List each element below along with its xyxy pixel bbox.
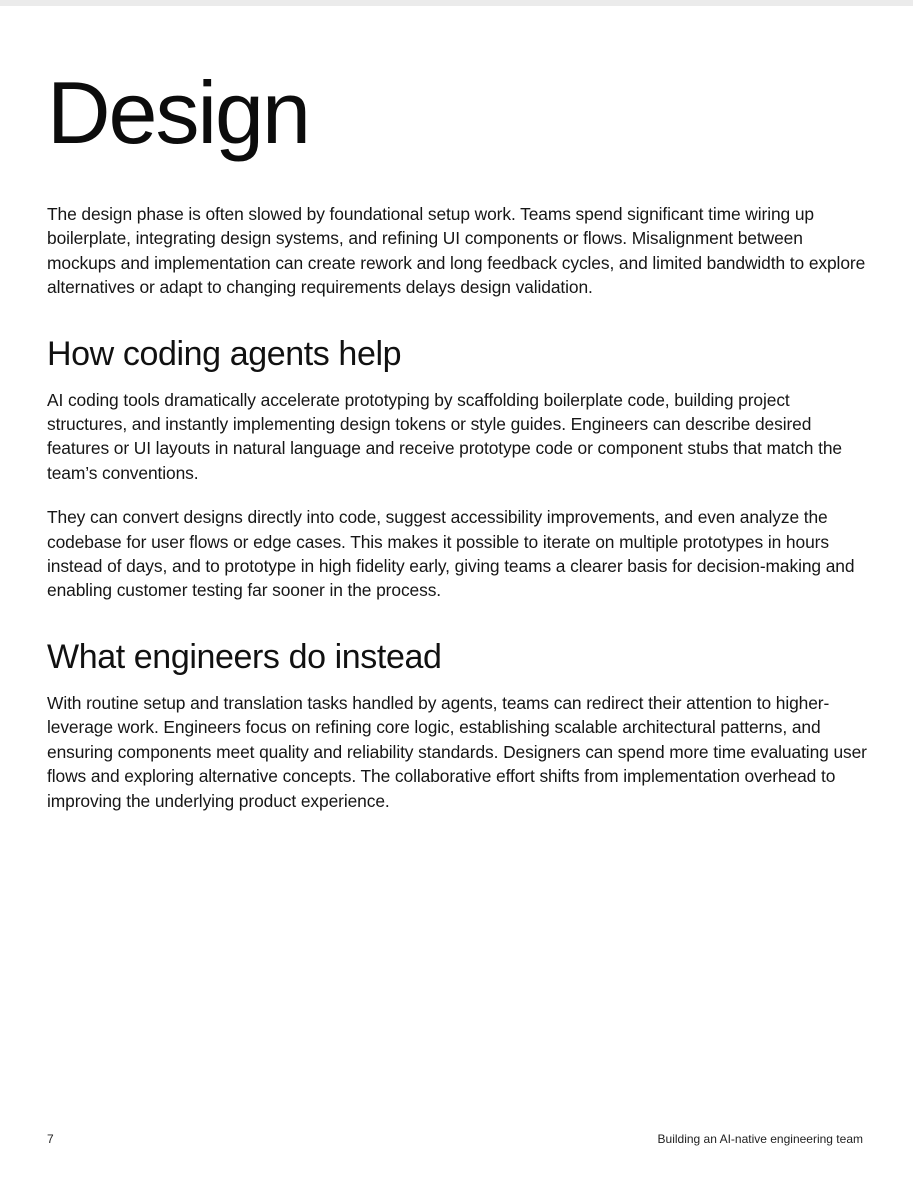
body-paragraph: With routine setup and translation tasks handled by agents, teams can redirect their attention to higher-leverage work. Engineers focus on refining core logic, establishing scalable architectural patterns, and ensuring components meet quality and reliability standards. Designers can spend more time evaluating user flows and exploring alternative concepts. The collaborative effort shifts from implementation overhead to improving the underlying product experience.: [47, 692, 867, 811]
footer-document-title: Building an AI-native engineering team: [657, 1132, 863, 1146]
intro-paragraph: The design phase is often slowed by foundational setup work. Teams spend significant time wiring up boilerplate, integrating design systems, and refining UI components or flows. Misalignment between mockups and implementation can create rework and long feedback cycles, and limited bandwidth to explore alternatives or adapt to changing requirements delays design validation.: [47, 204, 866, 298]
document-page: [47, 58, 867, 813]
section-what-engineers-do: [47, 635, 867, 813]
top-edge: [0, 0, 913, 6]
body-paragraph: AI coding tools dramatically accelerate prototyping by scaffolding boilerplate code, building project structures, and instantly implementing design tokens or style guides. Engineers can describe desired features or UI layouts in natural language and receive prototype code or component stubs that match the team’s conventions.: [47, 389, 842, 483]
page-title: Design: [47, 63, 309, 162]
section-how-agents-help: [47, 332, 867, 603]
section-heading: How coding agents help: [47, 334, 402, 373]
page-footer: [47, 1132, 863, 1146]
body-paragraph: They can convert designs directly into code, suggest accessibility improvements, and even analyze the codebase for user flows or edge cases. This makes it possible to iterate on multiple prototypes in hours instead of days, and to prototype in high fidelity early, giving teams a clearer basis for decision-making and enabling customer testing far sooner in the process.: [47, 507, 855, 601]
page-number: 7: [47, 1132, 54, 1146]
section-heading: What engineers do instead: [47, 637, 442, 676]
